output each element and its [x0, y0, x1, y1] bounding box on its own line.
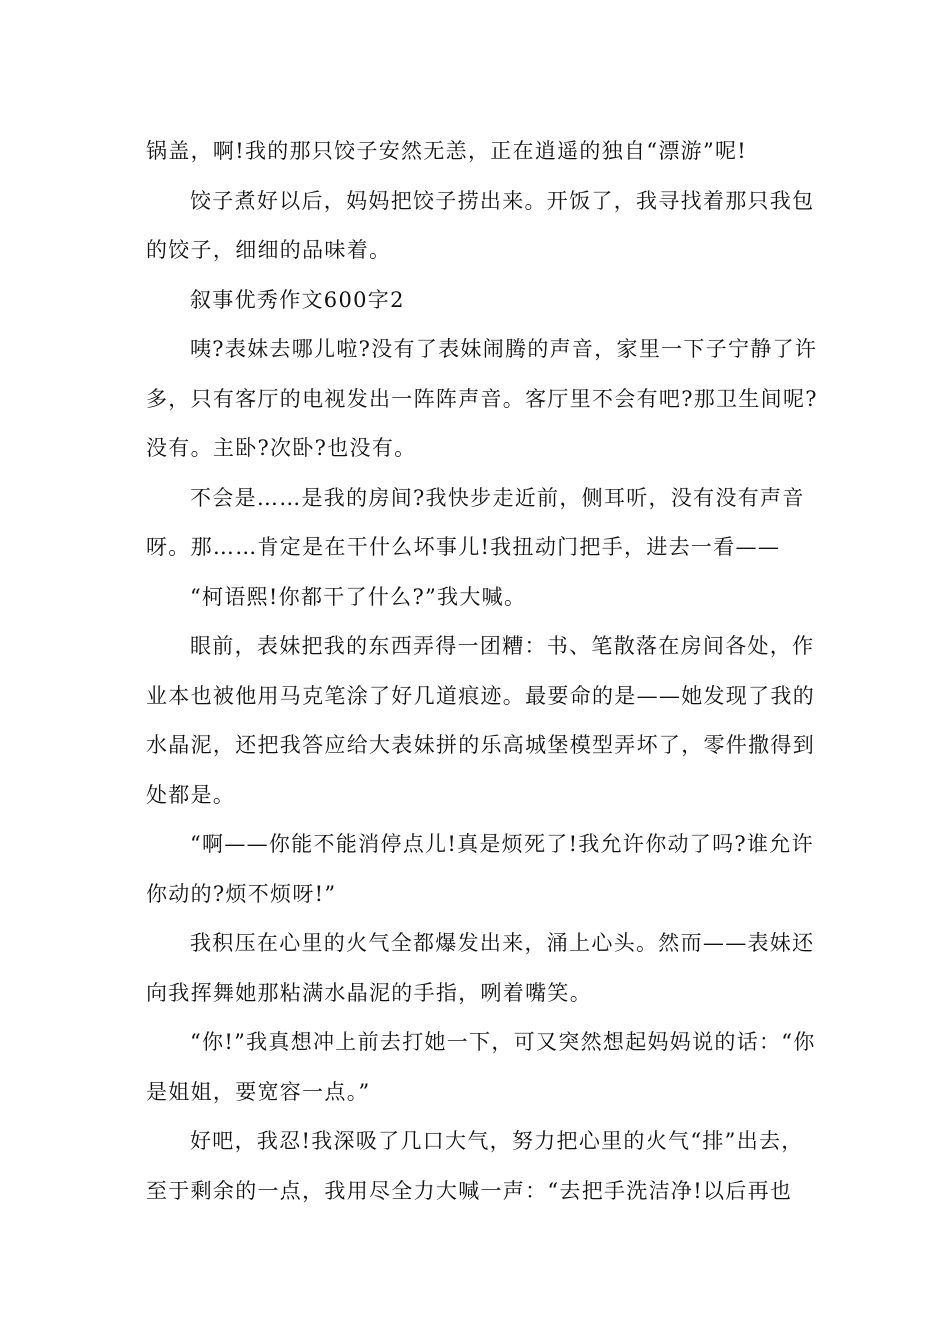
section-heading: 叙事优秀作文600字2 — [190, 287, 405, 312]
paragraph: 咦?表妹去哪儿啦?没有了表妹闹腾的声音，家里一下子宁静了许多，只有客厅的电视发出一阵阵声音。客厅里不会有吧?那卫生间呢?没有。主卧?次卧?也没有。 — [146, 337, 818, 460]
paragraph: 我积压在心里的火气全都爆发出来，涌上心头。然而——表妹还向我挥舞她那粘满水晶泥的手指，咧着嘴笑。 — [146, 931, 815, 1005]
paragraph: 眼前，表妹把我的东西弄得一团糟：书、笔散落在房间各处，作业本也被他用马克笔涂了好几道痕迹。最要命的是——她发现了我的水晶泥，还把我答应给大表妹拼的乐高城堡模型弄坏了，零件撒得到处都是。 — [146, 634, 815, 807]
paragraph: 饺子煮好以后，妈妈把饺子捞出来。开饭了，我寻找着那只我包的饺子，细细的品味着。 — [146, 188, 815, 262]
paragraph: “柯语熙!你都干了什么?”我大喊。 — [190, 584, 527, 609]
paragraph: 锅盖，啊!我的那只饺子安然无恙，正在逍遥的独自“漂游”呢! — [146, 139, 748, 163]
paragraph: 不会是……是我的房间?我快步走近前，侧耳听，没有没有声音呀。那……肯定是在干什么坏事儿!我扭动门把手，进去一看—— — [146, 485, 805, 559]
article-body — [146, 127, 818, 1216]
paragraph: “你!”我真想冲上前去打她一下，可又突然想起妈妈说的话：“你是姐姐，要宽容一点。” — [146, 1030, 816, 1104]
paragraph: 好吧，我忍!我深吸了几口大气，努力把心里的火气“排”出去，至于剩余的一点，我用尽全力大喊一声：“去把手洗洁净!以后再也 — [146, 1129, 804, 1203]
paragraph: “啊——你能不能消停点儿!真是烦死了!我允许你动了吗?谁允许你动的?烦不烦呀!” — [146, 832, 814, 906]
